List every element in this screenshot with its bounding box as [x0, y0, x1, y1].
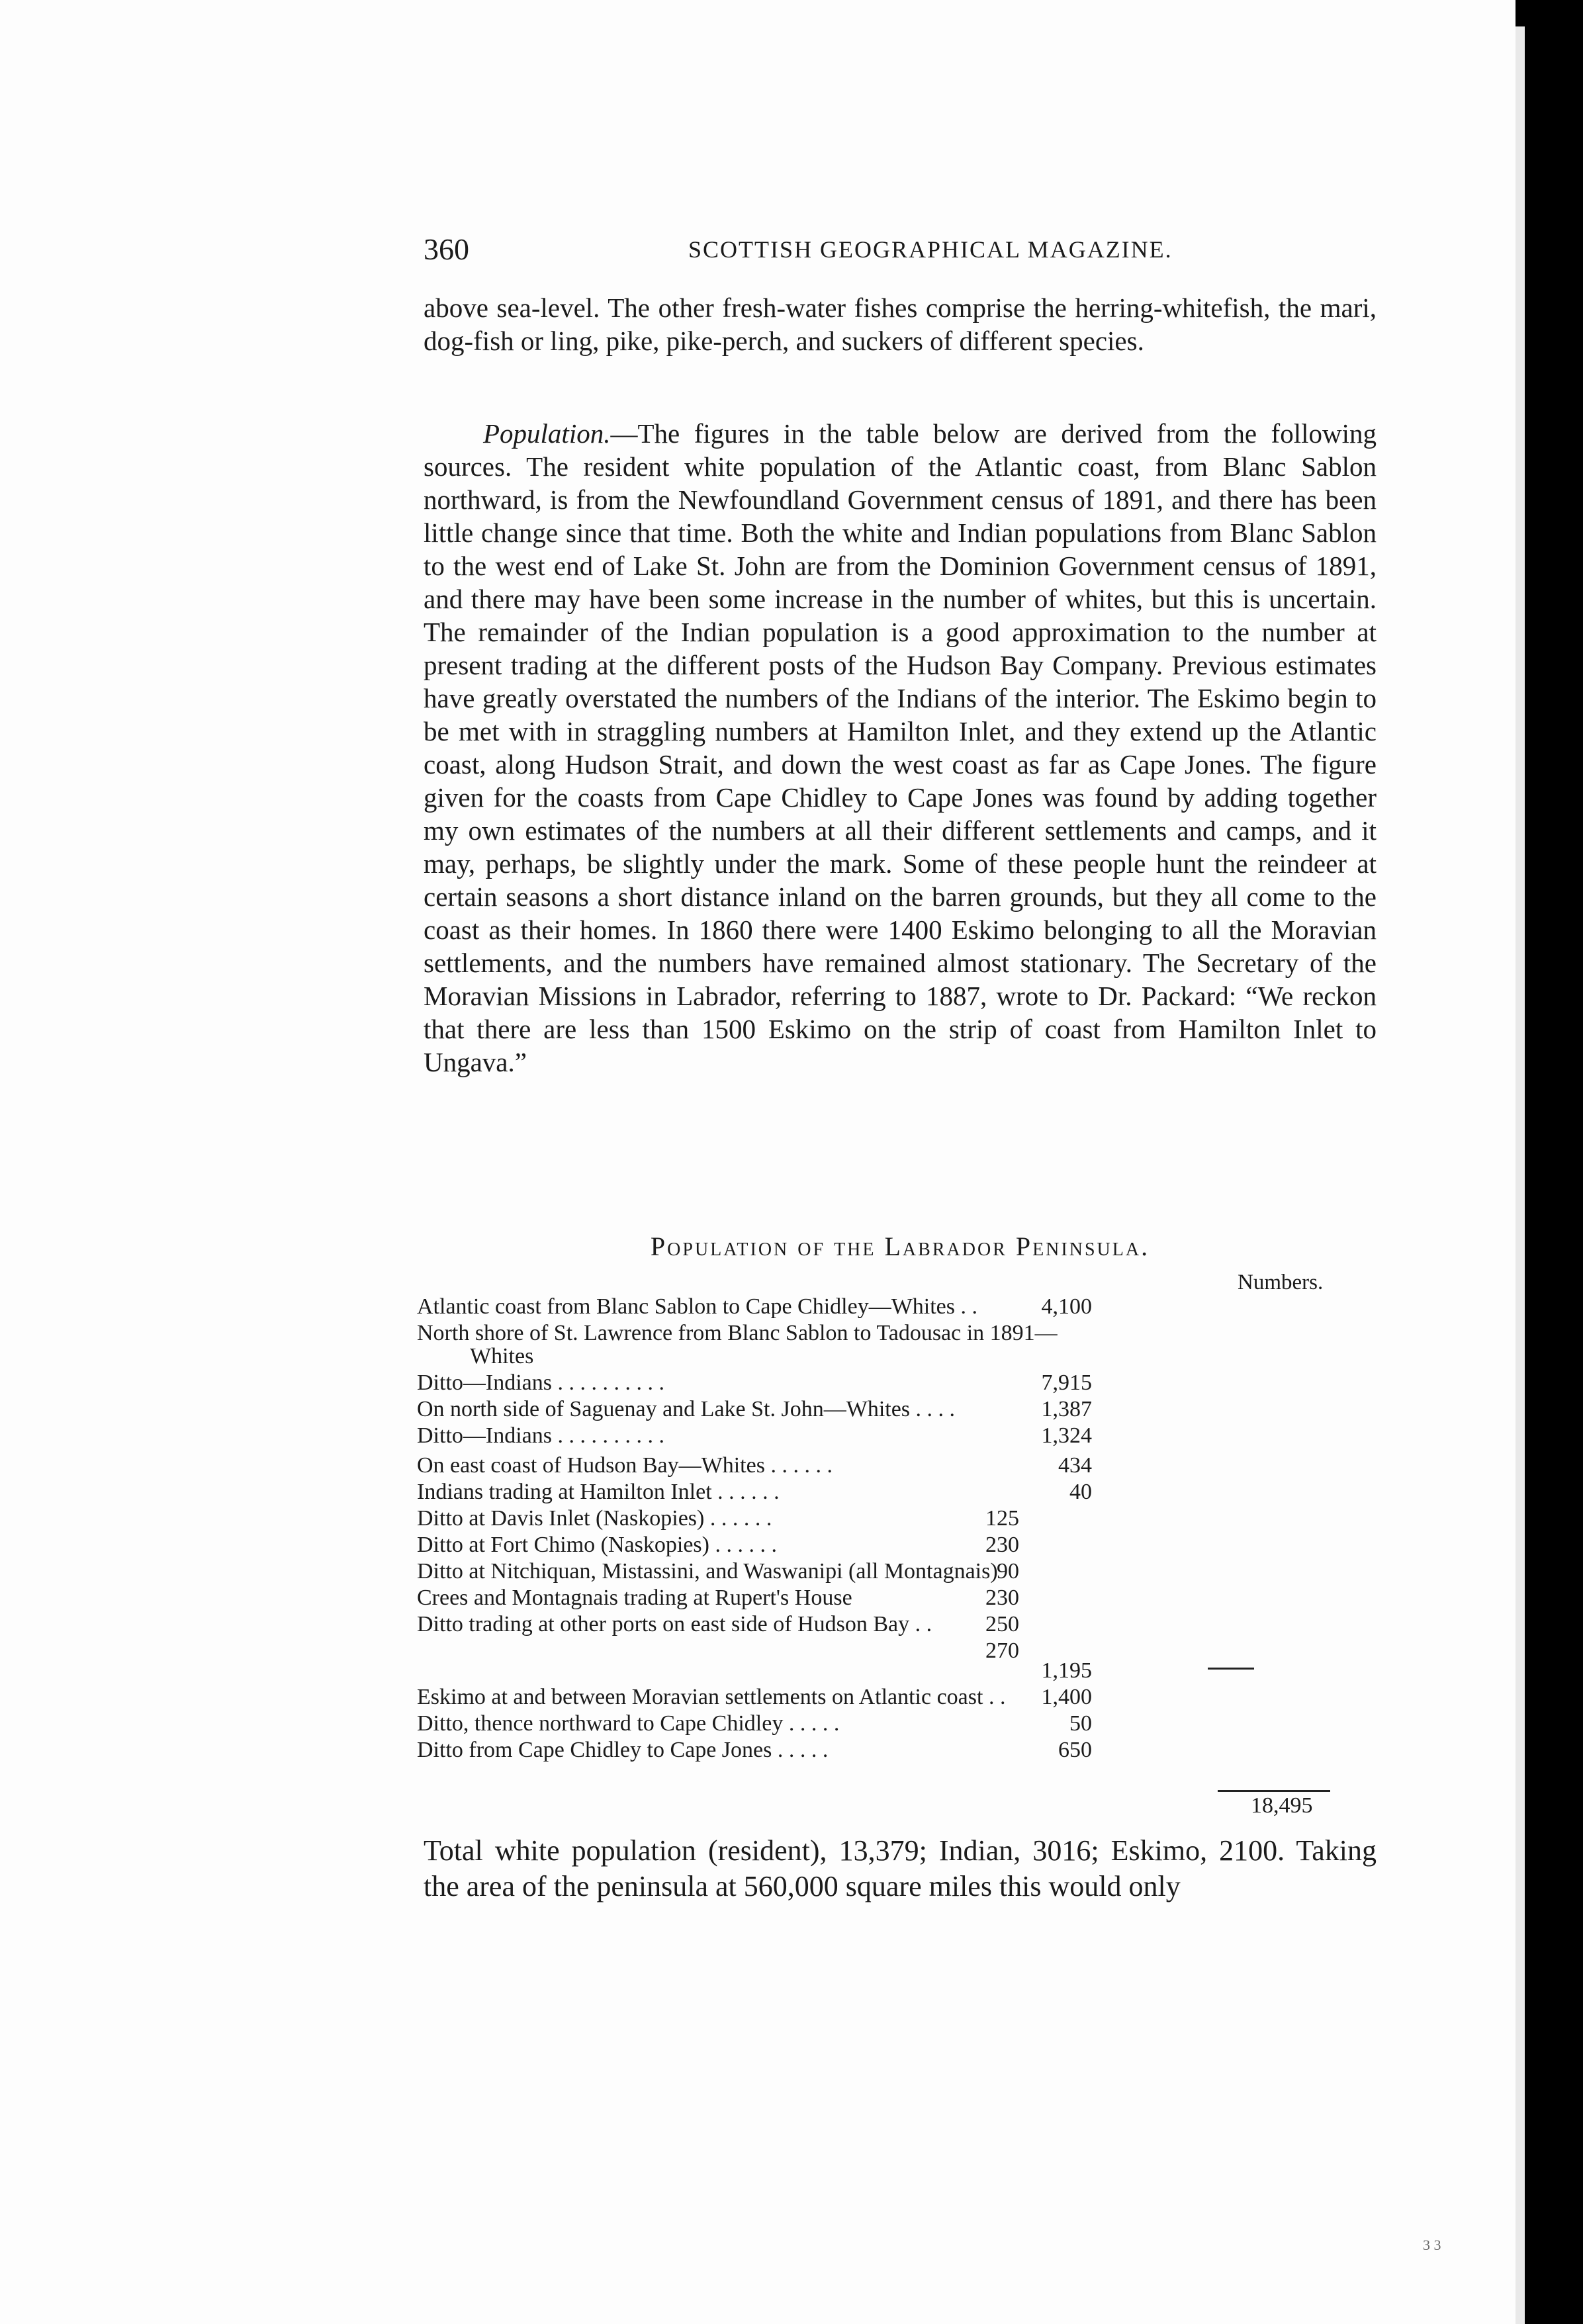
table-row — [417, 1658, 1343, 1684]
table-row — [417, 1370, 1343, 1396]
row-value: 4,100 — [1041, 1294, 1092, 1319]
table-row — [417, 1532, 1343, 1558]
row-label: North shore of St. Lawrence from Blanc Sablon to Tadousac in 1891— — [417, 1321, 1058, 1345]
total-rule — [1218, 1790, 1330, 1792]
row-label: Ditto, thence northward to Cape Chidley . . . . . — [417, 1711, 840, 1736]
row-value: 7,915 — [1041, 1370, 1092, 1395]
corner-mark: 3 3 — [1423, 2237, 1441, 2253]
row-label: On north side of Saguenay and Lake St. John—Whites . . . . — [417, 1397, 956, 1421]
population-text: —The figures in the table below are derived from the following sources. The resident white population of the Atlantic coast, from Blanc Sablon northward, is from the Newfoundland Government census of 1891, and there has been little change since that time. Both the white and Indian populations from Blanc Sablon to the west end of Lake St. John are from the Dominion Government census of 1891, and there may have been some increase in the number of whites, but this is uncertain. The remainder of the Indian population is a good approximation to the number at present trading at the different posts of the Hudson Bay Company. Previous estimates have greatly overstated the numbers of the Indians of the interior. The Eskimo begin to be met with in straggling numbers at Hamilton Inlet, and they extend up the Atlantic coast, along Hudson Strait, and down the west coast as far as Cape Jones. The figure given for the coasts from Cape Chidley to Cape Jones was found by adding together my own estimates of the numbers at all their different settlements and camps, and it may, perhaps, be slightly under the mark. Some of these people hunt the reindeer at certain seasons a short distance inland on the barren grounds, but they all come to the coast as their homes. In 1860 there were 1400 Eskimo belonging to all the Moravian settlements, and the numbers have remained almost stationary. The Secretary of the Moravian Missions in Labrador, referring to 1887, wrote to Dr. Packard: “We reckon that there are less than 1500 Eskimo on the strip of coast from Hamilton Inlet to Ungava.” — [424, 418, 1377, 1077]
table-row — [417, 1320, 1343, 1347]
row-label: Atlantic coast from Blanc Sablon to Cape Chidley—Whites . . — [417, 1294, 977, 1319]
table-row — [417, 1684, 1343, 1711]
paragraph-totals: Total white population (resident), 13,379; Indian, 3016; Eskimo, 2100. Taking the area of the peninsula at 560,000 square miles this would only — [424, 1834, 1377, 1902]
row-subtotal: 250 — [985, 1612, 1019, 1636]
row-subtotal: 230 — [985, 1586, 1019, 1610]
page-header — [424, 232, 1377, 271]
row-label: Ditto at Nitchiquan, Mistassini, and Waswanipi (all Montagnais) — [417, 1559, 998, 1584]
page-fold-edge — [1515, 26, 1525, 2324]
table-row — [417, 1479, 1343, 1505]
population-runin-heading: Population. — [483, 418, 611, 449]
row-label: Indians trading at Hamilton Inlet . . . . . . — [417, 1480, 780, 1504]
running-title: SCOTTISH GEOGRAPHICAL MAGAZINE. — [688, 236, 1173, 263]
row-subtotal: 90 — [997, 1559, 1019, 1584]
row-value: 434 — [1058, 1453, 1092, 1478]
row-label: Ditto at Davis Inlet (Naskopies) . . . . . . — [417, 1506, 772, 1531]
row-label: Ditto trading at other ports on east side of Hudson Bay . . — [417, 1612, 932, 1636]
row-value: 50 — [1069, 1711, 1092, 1736]
row-subtotal: 230 — [985, 1533, 1019, 1557]
row-subtotal: 270 — [985, 1638, 1019, 1663]
row-label: On east coast of Hudson Bay—Whites . . . . . . — [417, 1453, 833, 1478]
table-row — [417, 1711, 1343, 1737]
table-row — [417, 1505, 1343, 1532]
table-row — [417, 1585, 1343, 1611]
table-row — [417, 1294, 1343, 1320]
table-row — [417, 1737, 1343, 1764]
page-number: 360 — [424, 232, 469, 266]
row-subtotal: 125 — [985, 1506, 1019, 1531]
row-label: Ditto—Indians . . . . . . . . . . — [417, 1423, 664, 1448]
row-label: Ditto from Cape Chidley to Cape Jones . . . . . — [417, 1738, 829, 1762]
row-label: Ditto—Indians . . . . . . . . . . — [417, 1370, 664, 1395]
paragraph-population — [424, 417, 1377, 1079]
numbers-column-header: Numbers. — [1238, 1271, 1324, 1294]
row-label: Whites — [470, 1344, 534, 1368]
row-value: 1,400 — [1041, 1685, 1092, 1709]
row-value: 40 — [1069, 1480, 1092, 1504]
table-row — [417, 1611, 1343, 1638]
table-total: 18,495 — [1251, 1793, 1313, 1818]
row-value: 1,324 — [1041, 1423, 1092, 1448]
row-label: Eskimo at and between Moravian settlements on Atlantic coast . . — [417, 1685, 1006, 1709]
table-title: Population of the Labrador Peninsula. — [650, 1231, 1150, 1261]
table-row — [417, 1396, 1343, 1423]
paragraph-fishes: above sea-level. The other fresh-water fishes comprise the herring-whitefish, the mari, dog-fish or ling, pike, pike-perch, and suckers of different species. — [424, 292, 1377, 356]
table-row — [417, 1558, 1343, 1585]
row-value: 1,387 — [1041, 1397, 1092, 1421]
table-row — [417, 1423, 1343, 1449]
row-label: Crees and Montagnais trading at Rupert's House — [417, 1586, 852, 1610]
row-value: 1,195 — [1041, 1658, 1092, 1683]
row-value: 650 — [1058, 1738, 1092, 1762]
row-label: Ditto at Fort Chimo (Naskopies) . . . . . . — [417, 1533, 777, 1557]
table-row — [417, 1452, 1343, 1479]
table-row — [417, 1343, 1343, 1370]
